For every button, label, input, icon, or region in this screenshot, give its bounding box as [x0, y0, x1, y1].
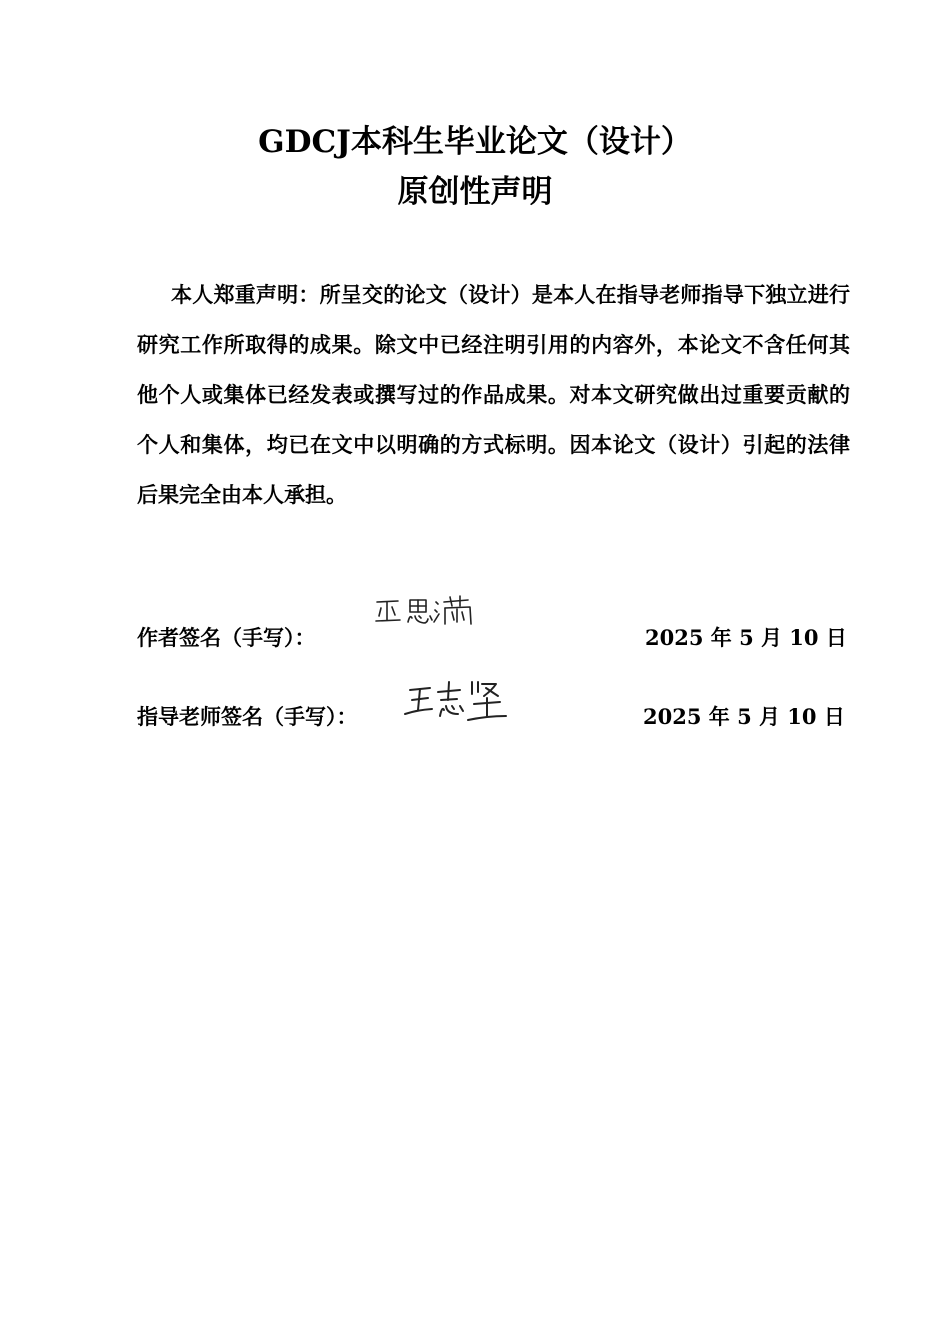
document-title: GDCJ本科生毕业论文（设计） — [258, 124, 692, 160]
author-signature-label: 作者签名（手写）： — [137, 625, 316, 650]
author-handwritten-signature — [372, 592, 482, 632]
advisor-signature-label: 指导老师签名（手写）： — [137, 704, 358, 729]
declaration-paragraph: 本人郑重声明：所呈交的论文（设计）是本人在指导老师指导下独立进行研究工作所取得的成果。除文中已经注明引用的内容外，本论文不含任何其他个人或集体已经发表或撰写过的作品成果。对本文研究做出过重要贡献的个人和集体，均已在文中以明确的方式标明。因本论文（设计）引起的法律后果完全由本人承担。 — [137, 282, 850, 507]
advisor-handwritten-signature — [402, 676, 512, 726]
advisor-signature-date: 2025 年 5 月 10 日 — [643, 704, 845, 729]
document-subtitle: 原创性声明 — [397, 174, 553, 210]
author-signature-date: 2025 年 5 月 10 日 — [645, 625, 847, 650]
